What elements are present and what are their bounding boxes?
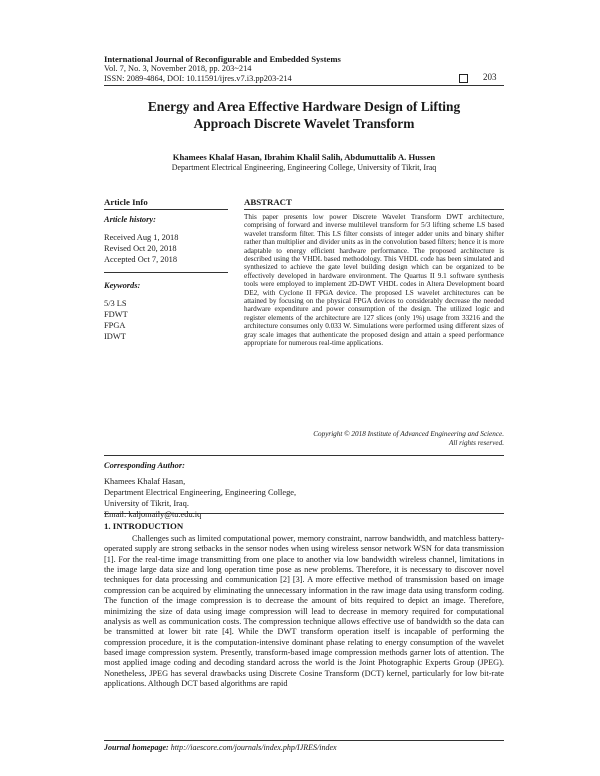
article-info-rule bbox=[104, 209, 228, 210]
author-university: University of Tikrit, Iraq. bbox=[104, 499, 189, 508]
corresponding-author-heading: Corresponding Author: bbox=[104, 461, 185, 470]
copyright-line-1: Copyright © 2018 Institute of Advanced Engineering and Science. bbox=[313, 430, 504, 438]
authors: Khamees Khalaf Hasan, Ibrahim Khalil Salih, Abdumuttalib A. Hussen bbox=[172, 152, 436, 162]
keyword-item: IDWT bbox=[104, 332, 126, 341]
title-line-2: Approach Discrete Wavelet Transform bbox=[193, 116, 415, 131]
author-email: Email: kaljomaily@tu.edu.iq bbox=[104, 510, 202, 519]
journal-title: International Journal of Reconfigurable and Embedded Systems bbox=[104, 54, 341, 64]
keywords-label: Keywords: bbox=[104, 281, 141, 290]
author-name: Khamees Khalaf Hasan, bbox=[104, 477, 186, 486]
history-rule bbox=[104, 272, 228, 273]
abstract-end-rule bbox=[104, 455, 504, 456]
header-rule bbox=[104, 85, 504, 86]
keywords-list bbox=[104, 298, 128, 342]
copyright bbox=[244, 430, 504, 449]
affiliation: Department Electrical Engineering, Engineering College, University of Tikrit, Iraq bbox=[171, 163, 437, 172]
abstract-rule bbox=[244, 209, 504, 210]
introduction-paragraph: Challenges such as limited computational power, memory constraint, narrow bandwidth, and matchless battery-operated supply are strong setbacks in the sensor nodes when using wireless sensor network WSN for data transmission [1]. For the real-time image transmitting from one place to another via low bandwidth wireless channel, limitations in the image large data size and long operation time pose as new problems. Therefore, it is necessary to discover novel techniques for data processing and communication [2] [3]. A more effective method of transmission based on image compression can be acquired by eliminating the unnecessary information in the raw image data using transform coding. The function of the image compression is to decrease the amount of bits required to depict an image. Therefore, minimizing the size of data using image compression will lead to decrease in memory required for computational analysis as well as communication costs. The compression technique allows effective use of bandwidth so the data can be transmitted at lower bit rate [4]. While the DWT transform operation itself is incapable of performing the compression procedure, it is the computation-intensive dominant phase relating to energy consumption of the wavelet based image compression system. Presently, transform-based image compression methods garner lots of attention. The most applied image coding and decoding standard across the world is the Joint Photographic Experts Group (JPEG). Nonetheless, JPEG has several drawbacks using Discrete Cosine Transform (DCT) kernel, particularly for low bit-rate applications. Although DCT based algorithms are rapid bbox=[104, 534, 504, 689]
footer: Journal homepage: http://iaescore.com/journals/index.php/IJRES/index bbox=[104, 743, 337, 752]
abstract-heading: ABSTRACT bbox=[244, 197, 292, 207]
square-icon bbox=[459, 74, 468, 83]
history-accepted: Accepted Oct 7, 2018 bbox=[104, 255, 178, 264]
footer-rule bbox=[104, 740, 504, 741]
paper-title bbox=[104, 98, 504, 132]
page-number: 203 bbox=[483, 72, 497, 82]
author-department: Department Electrical Engineering, Engineering College, bbox=[104, 488, 297, 497]
abstract-text: This paper presents low power Discrete Wavelet Transform DWT architecture, comprising of forward and inverse multilevel transform for 5/3 lifting scheme LS based wavelet transform filter. This LS filter consists of integer adder units and binary shifter rather than multiplier and divider units as in the convolution based filters; hence it is more adaptable to energy efficient hardware performance. The proposed architecture is described using the VHDL based methodology. This VHDL code has been simulated and synthesized to achieve the gate level building design which can be organized to be effectively developed in hardware environment. The Quartus II 9.1 software synthesis tools were employed to implement 2D-DWT VHDL codes in Altera Development board DE2, with Cyclone II FPGA device. The proposed LS wavelet architectures can be attained by focusing on the physical FPGA devices to considerably decrease the needed hardware expenditure and power consumption of the design. The utilized logic and register elements of the architecture are 127 slices (only 1%) usage from 33216 and the architecture consumes only 0.033 W. Simulations were performed using different sizes of gray scale images that authenticate the proposed design and attain a speed performance appropriate for numerous real-time applications. bbox=[244, 213, 504, 348]
keyword-item: FPGA bbox=[104, 321, 126, 330]
history-received: Received Aug 1, 2018 bbox=[104, 233, 179, 242]
introduction-heading: 1. INTRODUCTION bbox=[104, 521, 184, 531]
issn-line: ISSN: 2089-4864, DOI: 10.11591/ijres.v7.i3.pp203-214 bbox=[104, 74, 292, 83]
article-history-label: Article history: bbox=[104, 215, 156, 224]
keyword-item: 5/3 LS bbox=[104, 299, 127, 308]
introduction-body bbox=[104, 534, 504, 689]
history-revised: Revised Oct 20, 2018 bbox=[104, 244, 177, 253]
journal-homepage-link[interactable]: http://iaescore.com/journals/index.php/IJRES/index bbox=[170, 743, 337, 752]
keyword-item: FDWT bbox=[104, 310, 128, 319]
title-line-1: Energy and Area Effective Hardware Design of Lifting bbox=[147, 99, 461, 114]
article-info-heading: Article Info bbox=[104, 197, 148, 207]
copyright-line-2: All rights reserved. bbox=[448, 439, 504, 448]
article-history-list bbox=[104, 232, 178, 265]
footer-label: Journal homepage bbox=[104, 743, 167, 752]
volume-line: Vol. 7, No. 3, November 2018, pp. 203~214 bbox=[104, 64, 252, 73]
corresponding-end-rule bbox=[104, 513, 504, 514]
